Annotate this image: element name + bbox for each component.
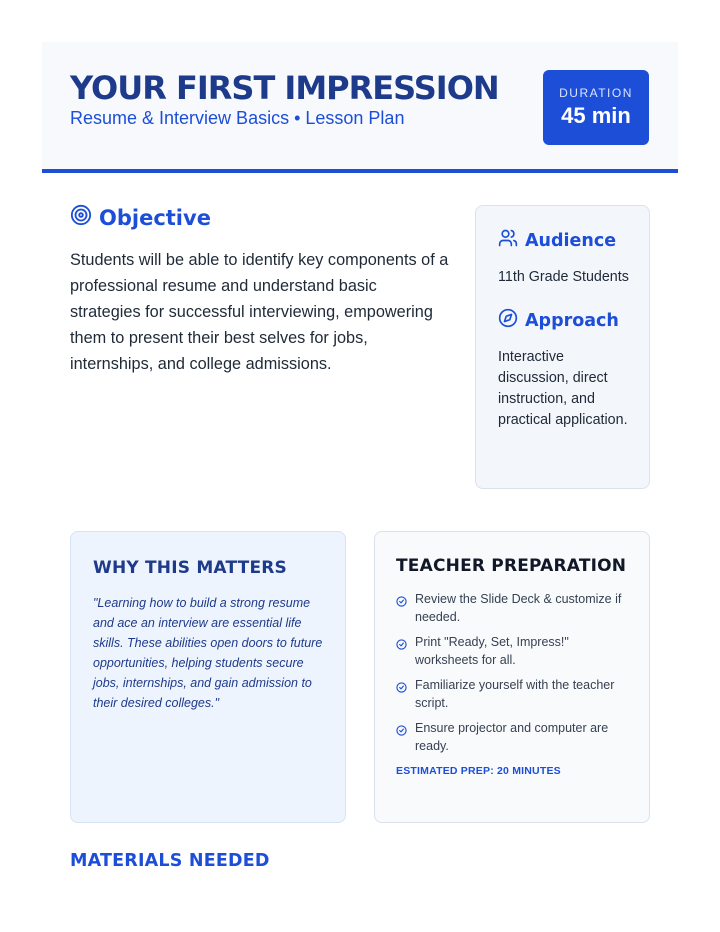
audience-text: 11th Grade Students xyxy=(498,269,629,285)
page-title: YOUR FIRST IMPRESSION xyxy=(70,69,499,107)
approach-text: Interactive discussion, direct instruction, and practical application. xyxy=(498,349,628,428)
check-circle-icon xyxy=(396,638,407,669)
list-item xyxy=(396,591,629,626)
check-circle-icon xyxy=(396,595,407,626)
why-heading: WHY THIS MATTERS xyxy=(93,558,288,578)
materials-heading: MATERIALS NEEDED xyxy=(70,851,270,871)
audience-approach-card xyxy=(475,205,650,489)
why-this-matters-card xyxy=(70,531,346,823)
prep-list xyxy=(396,591,629,755)
lesson-header xyxy=(42,42,678,173)
audience-heading-text: Audience xyxy=(525,230,617,251)
list-item xyxy=(396,677,629,712)
check-circle-icon xyxy=(396,681,407,712)
list-item xyxy=(396,634,629,669)
list-item xyxy=(396,720,629,755)
objective-section xyxy=(70,204,450,377)
estimated-prep: ESTIMATED PREP: 20 MINUTES xyxy=(396,765,561,777)
objective-heading-text: Objective xyxy=(99,205,211,230)
approach-heading-text: Approach xyxy=(525,310,619,331)
prep-item-text: Familiarize yourself with the teacher script. xyxy=(415,678,615,710)
audience-heading xyxy=(498,228,629,253)
users-icon xyxy=(498,228,518,253)
duration-badge xyxy=(543,70,649,145)
approach-heading xyxy=(498,308,629,333)
target-icon xyxy=(70,204,92,231)
prep-item-text: Review the Slide Deck & customize if needed. xyxy=(415,592,622,624)
duration-label: DURATION xyxy=(559,86,633,100)
prep-item-text: Ensure projector and computer are ready. xyxy=(415,721,609,753)
teacher-preparation-card xyxy=(374,531,650,823)
page-subtitle: Resume & Interview Basics • Lesson Plan xyxy=(70,108,405,128)
compass-icon xyxy=(498,308,518,333)
check-circle-icon xyxy=(396,724,407,755)
objective-heading xyxy=(70,204,450,231)
objective-text: Students will be able to identify key components of a professional resume and understand basic strategies for successful interviewing, empowering them to present their best selves for jobs, internships, and college admissions. xyxy=(70,251,449,373)
prep-item-text: Print "Ready, Set, Impress!" worksheets for all. xyxy=(415,635,569,667)
why-quote: "Learning how to build a strong resume and ace an interview are essential life skills. These abilities open doors to future opportunities, helping students secure jobs, internships, and gain admission to their desired colleges." xyxy=(93,596,323,710)
duration-value: 45 min xyxy=(561,103,631,128)
prep-heading: TEACHER PREPARATION xyxy=(396,556,627,576)
